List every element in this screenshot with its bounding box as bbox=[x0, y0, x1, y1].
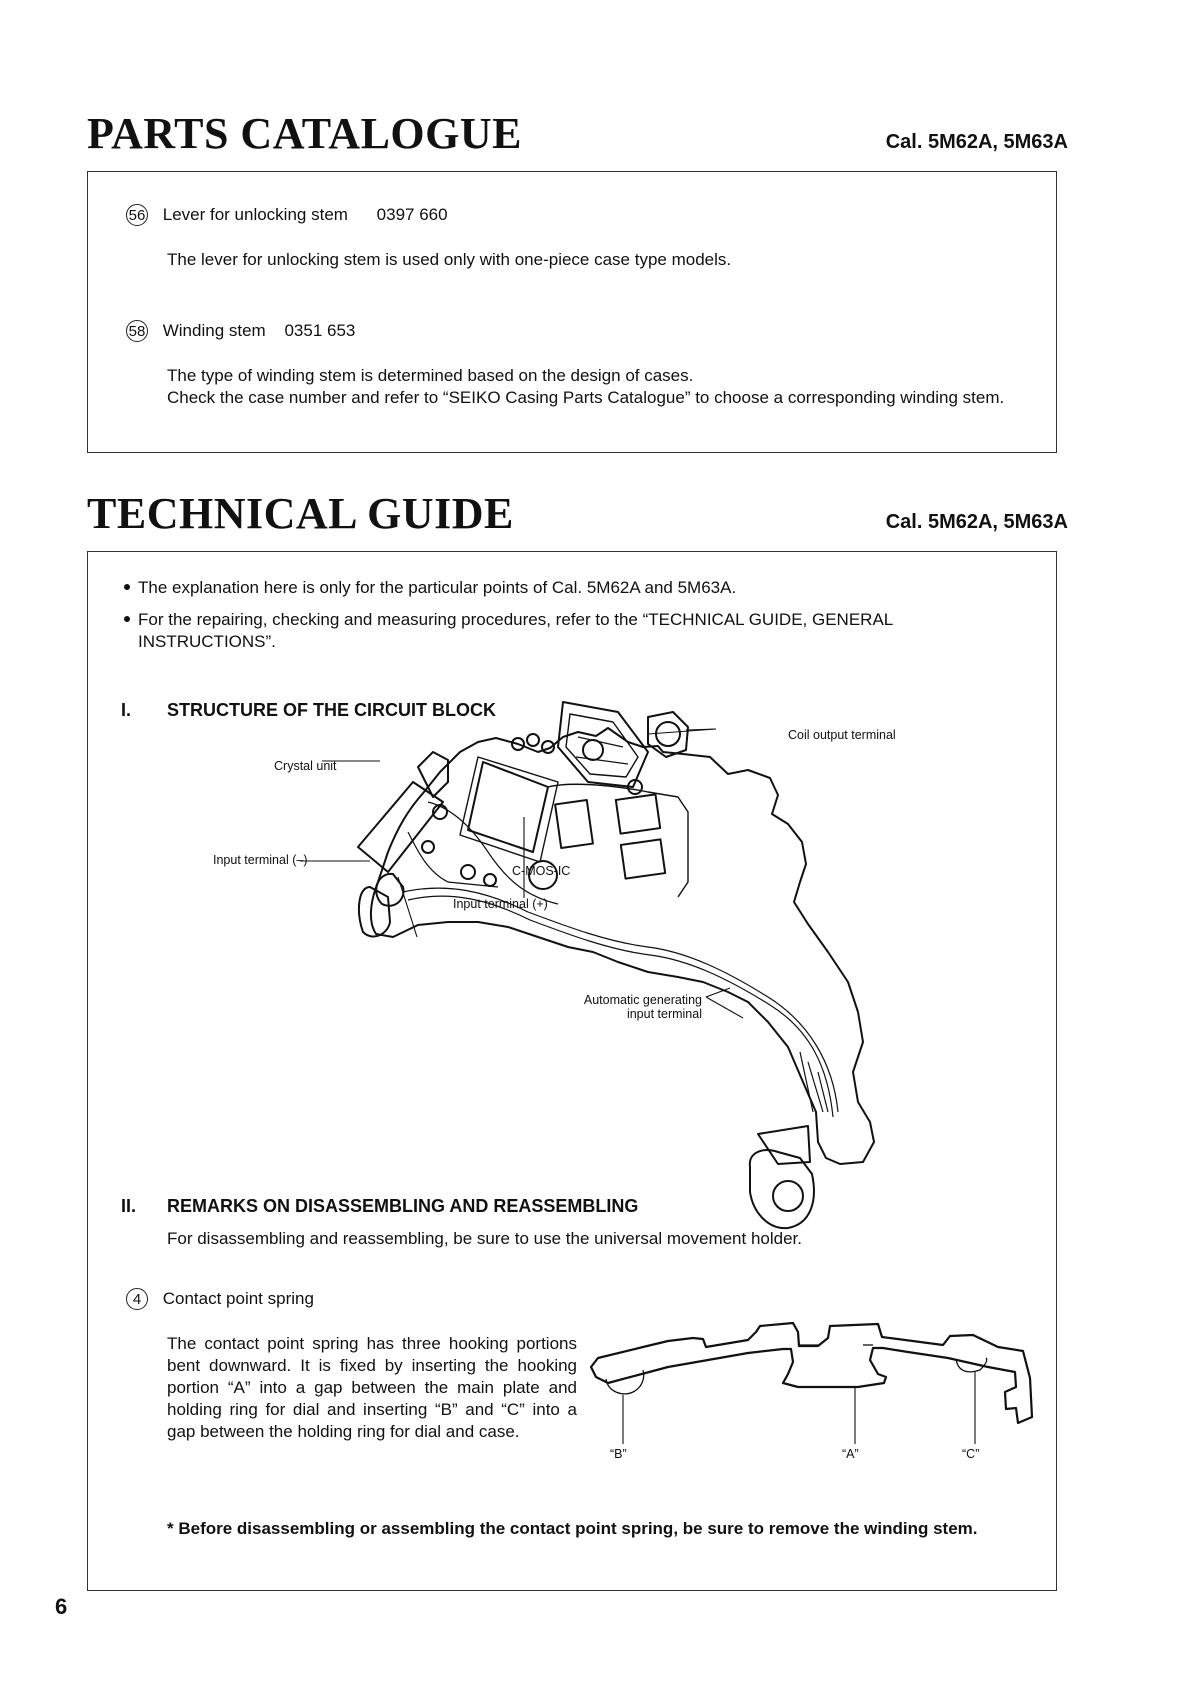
item-number-badge: 4 bbox=[126, 1288, 148, 1310]
part-number: 0351 653 bbox=[284, 321, 356, 340]
label-c: “C” bbox=[962, 1447, 980, 1461]
label-a: “A” bbox=[842, 1447, 859, 1461]
contact-point-spring-diagram bbox=[88, 552, 1056, 1590]
parts-catalogue-box bbox=[87, 171, 1057, 453]
bullet-text: For the repairing, checking and measuring procedures, refer to the “TECHNICAL GUIDE, GENERAL INSTRUCTIONS”. bbox=[124, 610, 893, 651]
section-1-numeral: I. bbox=[121, 700, 132, 720]
technical-guide-caliber: Cal. 5M62A, 5M63A bbox=[885, 511, 1068, 533]
part-item-58 bbox=[126, 320, 355, 342]
technical-guide-box bbox=[87, 551, 1057, 1591]
part-number: 0397 660 bbox=[376, 205, 448, 224]
part-name: Winding stem bbox=[162, 321, 266, 340]
item-number-badge: 58 bbox=[126, 320, 148, 342]
parts-catalogue-caliber: Cal. 5M62A, 5M63A bbox=[885, 131, 1068, 153]
part-description: The lever for unlocking stem is used only with one-piece case type models. bbox=[167, 250, 732, 269]
parts-catalogue-title: PARTS CATALOGUE bbox=[87, 109, 522, 158]
section-2-heading: REMARKS ON DISASSEMBLING AND REASSEMBLING bbox=[167, 1196, 639, 1216]
label-crystal-unit: Crystal unit bbox=[274, 759, 337, 773]
section-1-heading: STRUCTURE OF THE CIRCUIT BLOCK bbox=[167, 700, 496, 720]
label-cmos-ic: C-MOS-IC bbox=[512, 864, 571, 878]
part-item-56 bbox=[126, 204, 448, 226]
technical-guide-title: TECHNICAL GUIDE bbox=[87, 489, 514, 538]
label-input-terminal-plus: Input terminal (+) bbox=[453, 897, 548, 911]
page-number: 6 bbox=[55, 1594, 68, 1619]
label-input-terminal-minus: Input terminal (–) bbox=[213, 853, 308, 867]
label-coil-output-terminal: Coil output terminal bbox=[788, 728, 896, 742]
item-name: Contact point spring bbox=[162, 1289, 314, 1308]
contact-point-spring-description: The contact point spring has three hooking portions bent downward. It is fixed by inserting the hooking portion “A” into a gap between the main plate and holding ring for dial and inserting “B” and “C” into a gap between the holding ring for dial and case. bbox=[167, 1334, 577, 1441]
label-line: input terminal bbox=[626, 1007, 702, 1021]
section-2-numeral: II. bbox=[121, 1196, 137, 1216]
section-2-intro: For disassembling and reassembling, be sure to use the universal movement holder. bbox=[167, 1229, 803, 1248]
item-number-badge: 56 bbox=[126, 204, 148, 226]
spring-outline bbox=[591, 1323, 1032, 1423]
description-line: The type of winding stem is determined based on the design of cases. bbox=[167, 366, 694, 385]
winding-stem-note: * Before disassembling or assembling the contact point spring, be sure to remove the winding stem. bbox=[167, 1519, 978, 1538]
part-description bbox=[167, 365, 1037, 409]
part-name: Lever for unlocking stem bbox=[162, 205, 348, 224]
label-b: “B” bbox=[610, 1447, 627, 1461]
description-line: Check the case number and refer to “SEIKO Casing Parts Catalogue” to choose a corresponding winding stem. bbox=[167, 388, 1005, 407]
bullet-item: The explanation here is only for the particular points of Cal. 5M62A and 5M63A. bbox=[124, 577, 1004, 599]
label-line: Automatic generating bbox=[583, 993, 702, 1007]
